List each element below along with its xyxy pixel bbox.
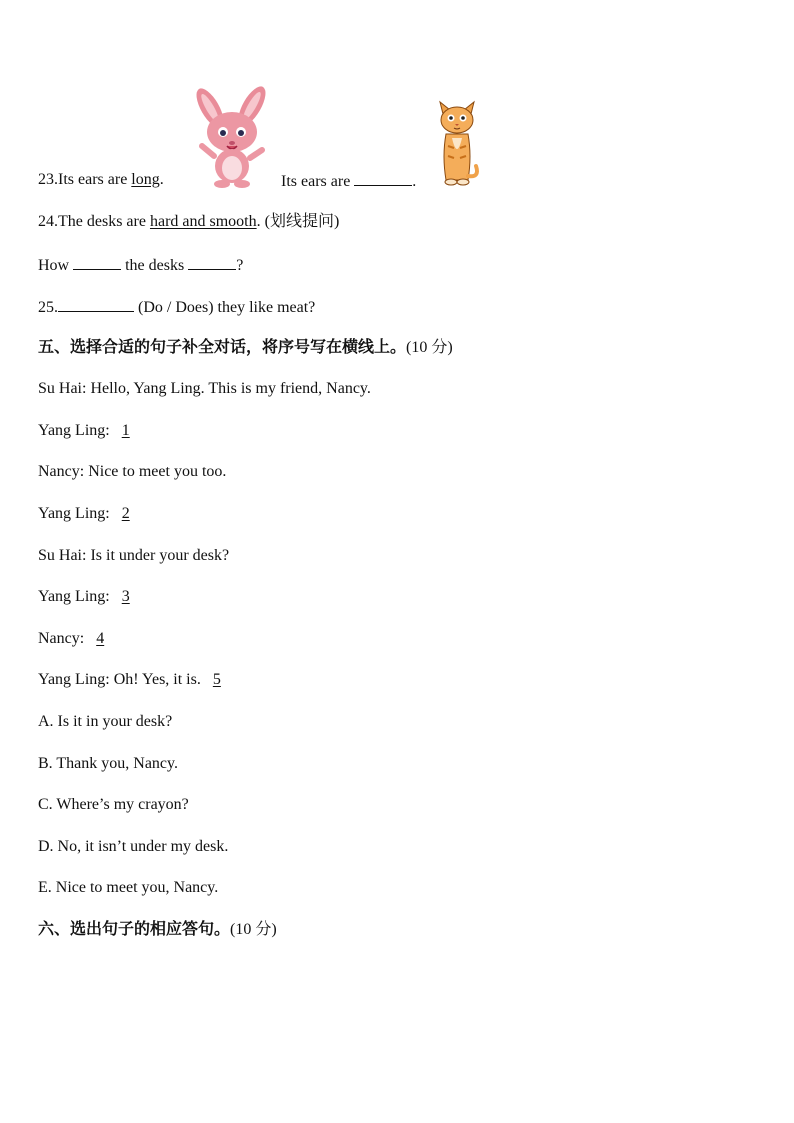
answer-blank[interactable] [188,254,236,270]
answer-slot[interactable]: 4 [96,630,105,647]
question-25: 25. (Do / Does) they like meat? [38,296,315,318]
answer-blank[interactable] [73,254,121,270]
dialogue-line: Yang Ling: 2 [38,504,138,524]
option-a: A. Is it in your desk? [38,713,173,730]
dialogue-line: Yang Ling: 1 [38,421,138,441]
answer-slot[interactable]: 2 [121,505,130,522]
underlined-phrase: hard and smooth [149,213,257,230]
dialogue-line: Yang Ling: 3 [38,587,138,607]
answer-slot[interactable]: 1 [121,422,130,439]
dialogue-line: Nancy: 4 [38,629,112,649]
rabbit-illustration [190,86,276,188]
cat-illustration [432,96,482,188]
option-c: C. Where’s my crayon? [38,796,189,813]
question-24: 24.The desks are hard and smooth. (划线提问) [38,213,340,230]
answer-blank[interactable] [354,170,412,186]
section-5-heading: 五、选择合适的句子补全对话，将序号写在横线上。(10 分) [38,337,453,356]
dialogue-line: Nancy: Nice to meet you too. [38,463,227,480]
answer-slot[interactable]: 5 [212,671,221,688]
dialogue-line: Yang Ling: Oh! Yes, it is. 5 [38,670,229,690]
option-b: B. Thank you, Nancy. [38,755,178,772]
dialogue-line: Su Hai: Hello, Yang Ling. This is my friend, Nancy. [38,380,371,397]
question-23-answer: Its ears are . [281,170,416,192]
answer-slot[interactable]: 3 [121,588,130,605]
question-23: 23.Its ears are long. [38,171,164,188]
option-e: E. Nice to meet you, Nancy. [38,879,219,896]
section-6-heading: 六、选出句子的相应答句。(10 分) [38,919,277,938]
question-24-rewrite: How the desks ? [38,254,243,276]
dialogue-line: Su Hai: Is it under your desk? [38,547,230,564]
answer-blank[interactable] [58,296,134,312]
underlined-word: long [131,171,160,188]
option-d: D. No, it isn’t under my desk. [38,838,229,855]
